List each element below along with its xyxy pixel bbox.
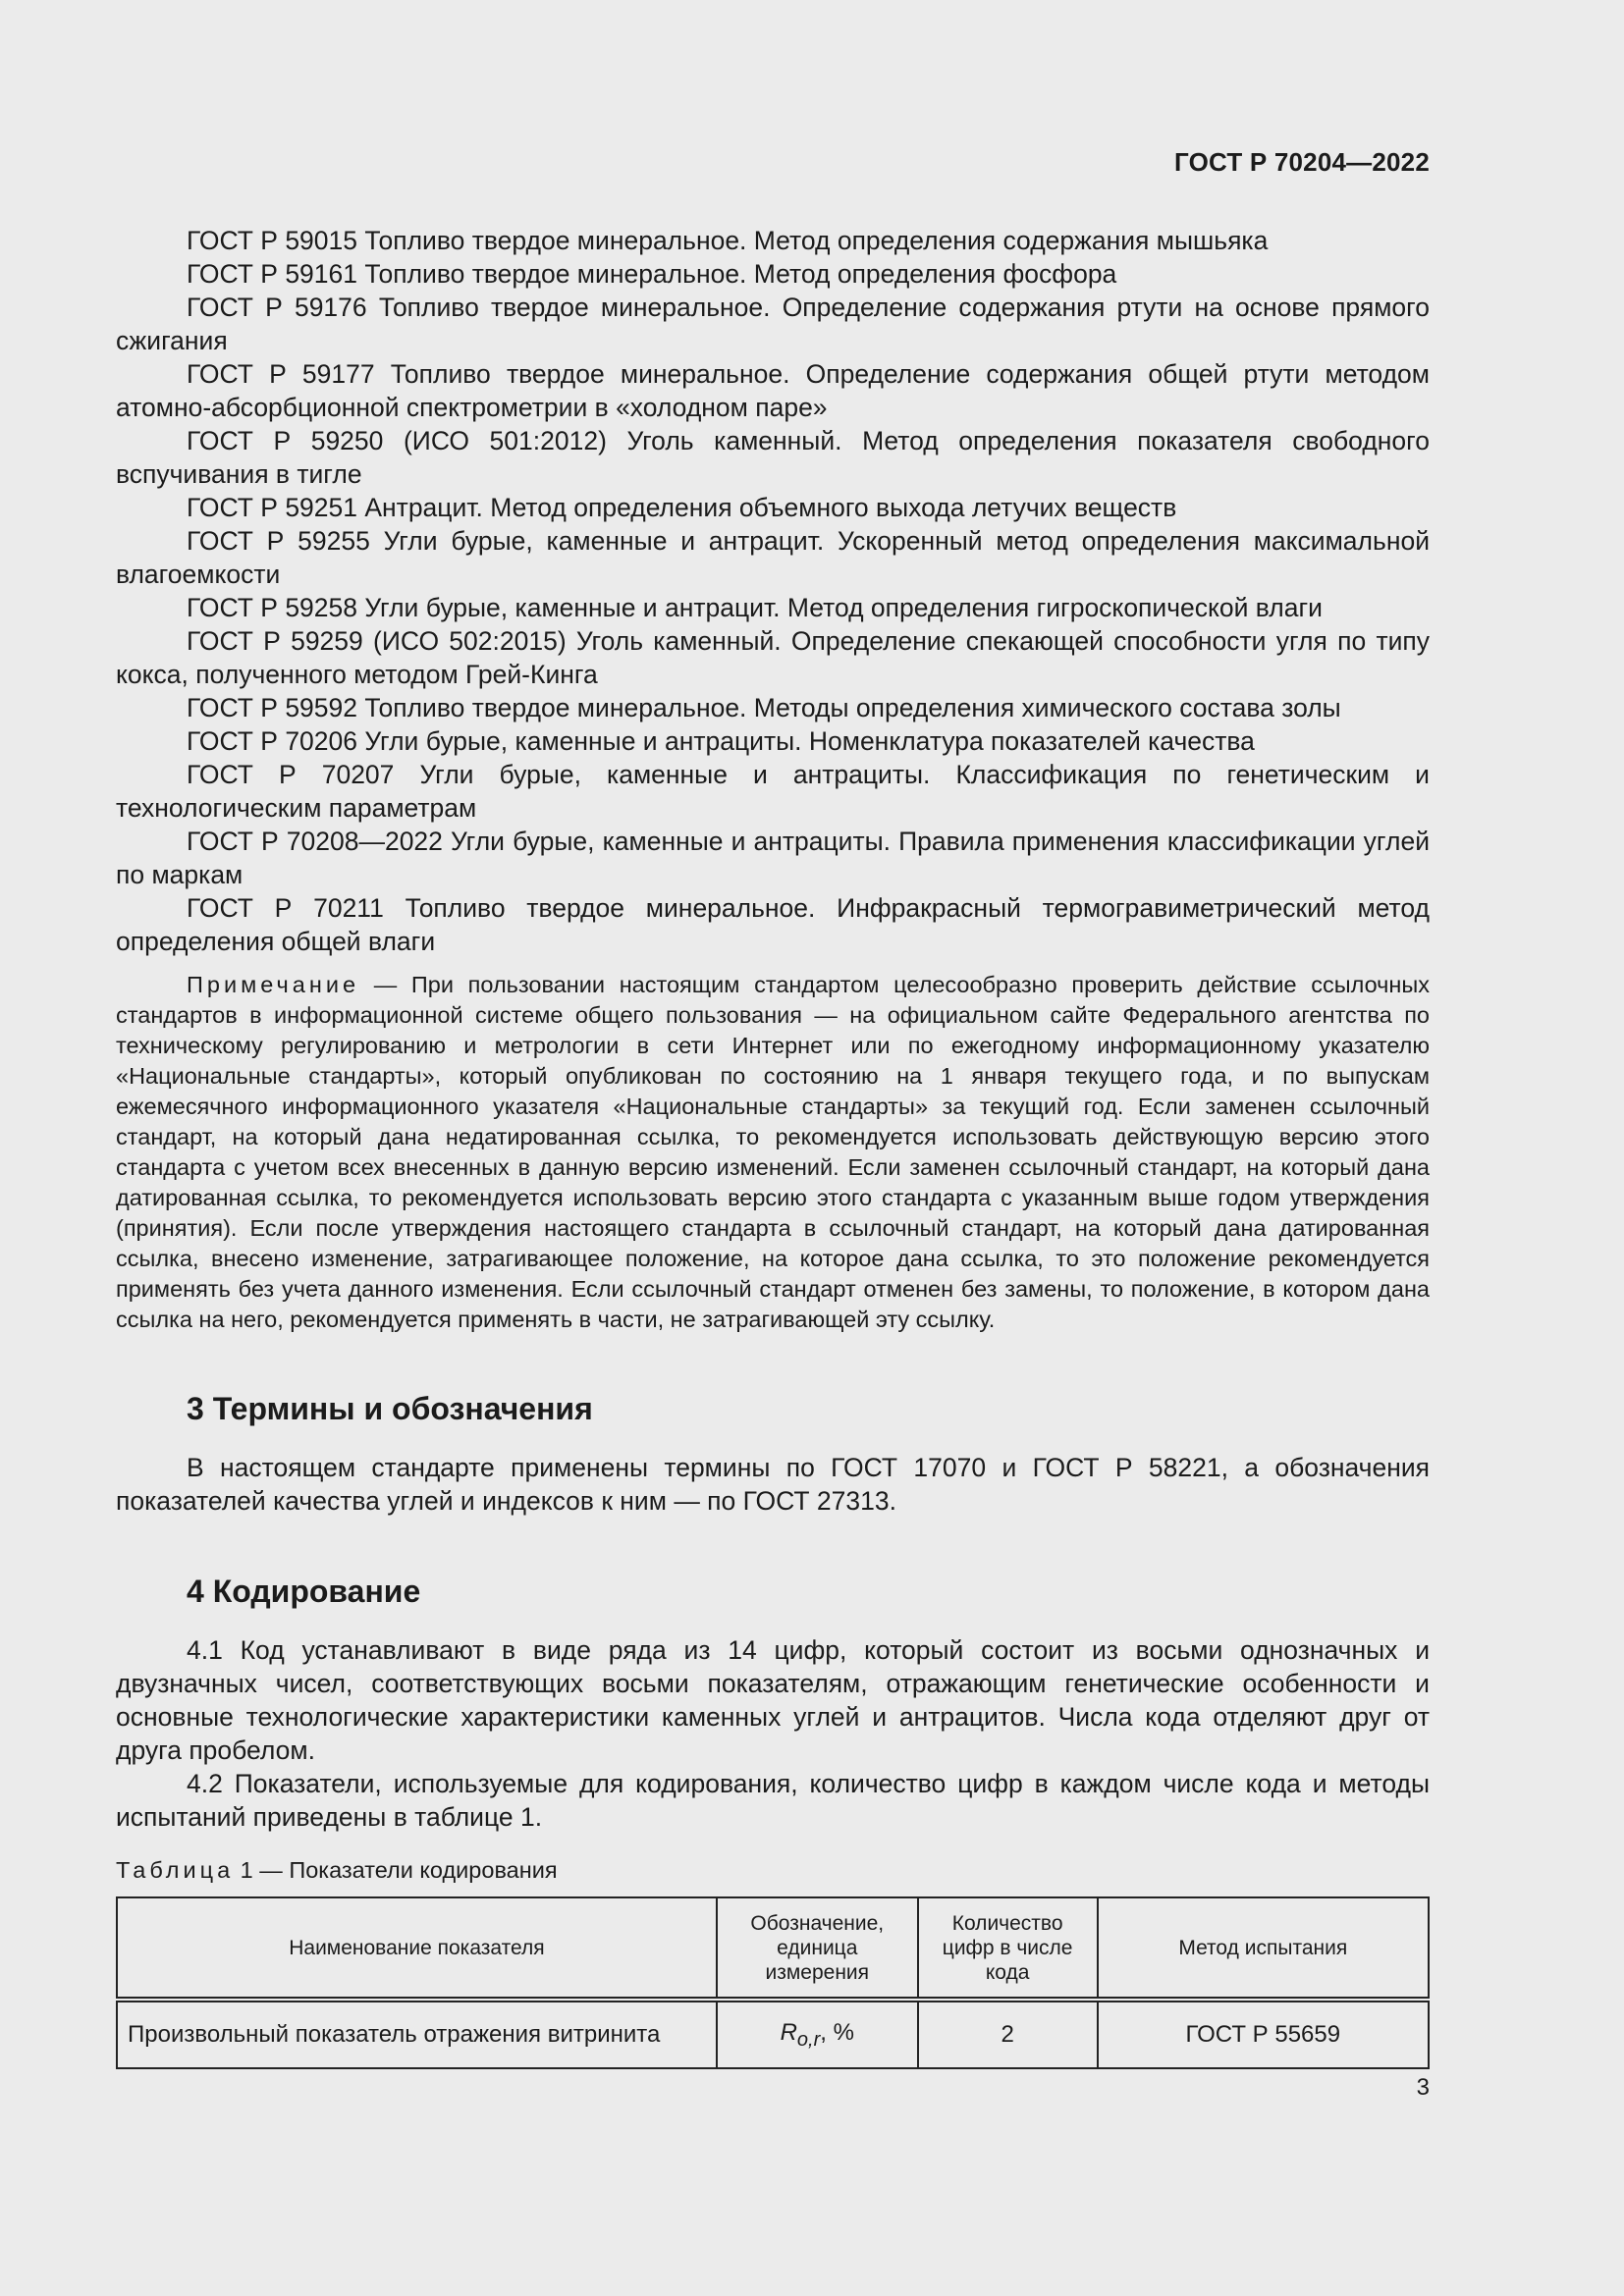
table-caption bbox=[116, 1855, 1430, 1885]
column-header: Метод испытания bbox=[1098, 1897, 1429, 2000]
column-header: Обозначение, единица измерения bbox=[717, 1897, 918, 2000]
note-text: — При пользовании настоящим стандартом целесообразно проверить действие ссылочных стандартов в информационной системе общего пользования — на официальном сайте Федерального агентства по техническому регулированию и метрологии в сети Интернет или по ежегодному информационному указателю «Национальные стандарты», который опубликован по состоянию на 1 января текущего года, и по выпускам ежемесячного информационного указателя «Национальные стандарты» за текущий год. Если заменен ссылочный стандарт, на который дана недатированная ссылка, то рекомендуется использовать действующую версию этого стандарта с учетом всех внесенных в данную версию изменений. Если заменен ссылочный стандарт, на который дана датированная ссылка, то рекомендуется использовать версию этого стандарта с указанным выше годом утверждения (принятия). Если после утверждения настоящего стандарта в ссылочный стандарт, на который дана датированная ссылка, внесено изменение, затрагивающее положение, на которое дана ссылка, то это положение рекомендуется применять без учета данного изменения. Если ссылочный стандарт отменен без замены, то положение, в котором дана ссылка на него, рекомендуется применять в части, не затрагивающей эту ссылку. bbox=[116, 972, 1430, 1332]
table-row bbox=[117, 2000, 1429, 2068]
reference-item: ГОСТ Р 59251 Антрацит. Метод определения объемного выхода летучих веществ bbox=[187, 493, 1177, 522]
reference-item: ГОСТ Р 59176 Топливо твердое минеральное. Определение содержания ртути на основе прямого сжигания bbox=[116, 293, 1430, 355]
indicator-symbol-cell bbox=[717, 2000, 918, 2068]
reference-item: ГОСТ Р 59177 Топливо твердое минеральное. Определение содержания общей ртути методом атомно-абсорбционной спектрометрии в «холодном паре» bbox=[116, 359, 1430, 422]
test-method-cell: ГОСТ Р 55659 bbox=[1098, 2000, 1429, 2068]
symbol-subscript: o,r bbox=[796, 2028, 821, 2051]
section-3-heading: 3 Термины и обозначения bbox=[187, 1391, 593, 1426]
reference-item: ГОСТ Р 70211 Топливо твердое минеральное. Инфракрасный термогравиметрический метод определения общей влаги bbox=[116, 893, 1430, 956]
reference-item: ГОСТ Р 59592 Топливо твердое минеральное. Методы определения химического состава золы bbox=[187, 693, 1341, 722]
reference-item: ГОСТ Р 59255 Угли бурые, каменные и антрацит. Ускоренный метод определения максимальной влагоемкости bbox=[116, 526, 1430, 589]
reference-note bbox=[116, 970, 1430, 1335]
reference-list bbox=[116, 224, 1430, 958]
page-content bbox=[116, 224, 1430, 2069]
reference-item: ГОСТ Р 70206 Угли бурые, каменные и антрациты. Номенклатура показателей качества bbox=[187, 726, 1255, 756]
table-caption-label: Таблица bbox=[116, 1857, 235, 1883]
note-label: Примечание bbox=[187, 972, 360, 997]
reference-item: ГОСТ Р 59161 Топливо твердое минеральное. Метод определения фосфора bbox=[187, 259, 1117, 289]
symbol-base: R bbox=[780, 2018, 797, 2046]
page-number: 3 bbox=[1416, 2074, 1430, 2101]
table-header-row bbox=[117, 1897, 1429, 2000]
document-header: ГОСТ Р 70204—2022 bbox=[1174, 147, 1430, 177]
column-header: Наименование показателя bbox=[117, 1897, 717, 2000]
section-4-heading: 4 Кодирование bbox=[187, 1574, 421, 1609]
digit-count-cell: 2 bbox=[918, 2000, 1098, 2068]
reference-item: ГОСТ Р 59259 (ИСО 502:2015) Уголь каменный. Определение спекающей способности угля по типу кокса, полученного методом Грей-Кинга bbox=[116, 626, 1430, 689]
clause-4-2: 4.2 Показатели, используемые для кодирования, количество цифр в каждом числе кода и методы испытаний приведены в таблице 1. bbox=[116, 1769, 1430, 1832]
symbol-unit: , % bbox=[820, 2018, 854, 2046]
reference-item: ГОСТ Р 70208—2022 Угли бурые, каменные и антрациты. Правила применения классификации углей по маркам bbox=[116, 827, 1430, 889]
indicator-name-cell: Произвольный показатель отражения витринита bbox=[117, 2000, 717, 2068]
coding-indicators-table bbox=[116, 1896, 1430, 2069]
clause-4-1: 4.1 Код устанавливают в виде ряда из 14 цифр, который состоит из восьми однозначных и двузначных чисел, соответствующих восьми показателям, отражающим генетические особенности и основные технологические характеристики каменных углей и антрацитов. Числа кода отделяют друг от друга пробелом. bbox=[116, 1635, 1430, 1765]
reference-item: ГОСТ Р 59258 Угли бурые, каменные и антрацит. Метод определения гигроскопической влаги bbox=[187, 593, 1323, 622]
reference-item: ГОСТ Р 59015 Топливо твердое минеральное. Метод определения содержания мышьяка bbox=[187, 226, 1269, 255]
reference-item: ГОСТ Р 70207 Угли бурые, каменные и антрациты. Классификация по генетическим и технологическим параметрам bbox=[116, 760, 1430, 823]
section-3-text: В настоящем стандарте применены термины по ГОСТ 17070 и ГОСТ Р 58221, а обозначения показателей качества углей и индексов к ним — по ГОСТ 27313. bbox=[116, 1453, 1430, 1516]
reference-item: ГОСТ Р 59250 (ИСО 501:2012) Уголь каменный. Метод определения показателя свободного вспучивания в тигле bbox=[116, 426, 1430, 489]
table-caption-text: 1 — Показатели кодирования bbox=[234, 1857, 558, 1883]
column-header: Количество цифр в числе кода bbox=[918, 1897, 1098, 2000]
